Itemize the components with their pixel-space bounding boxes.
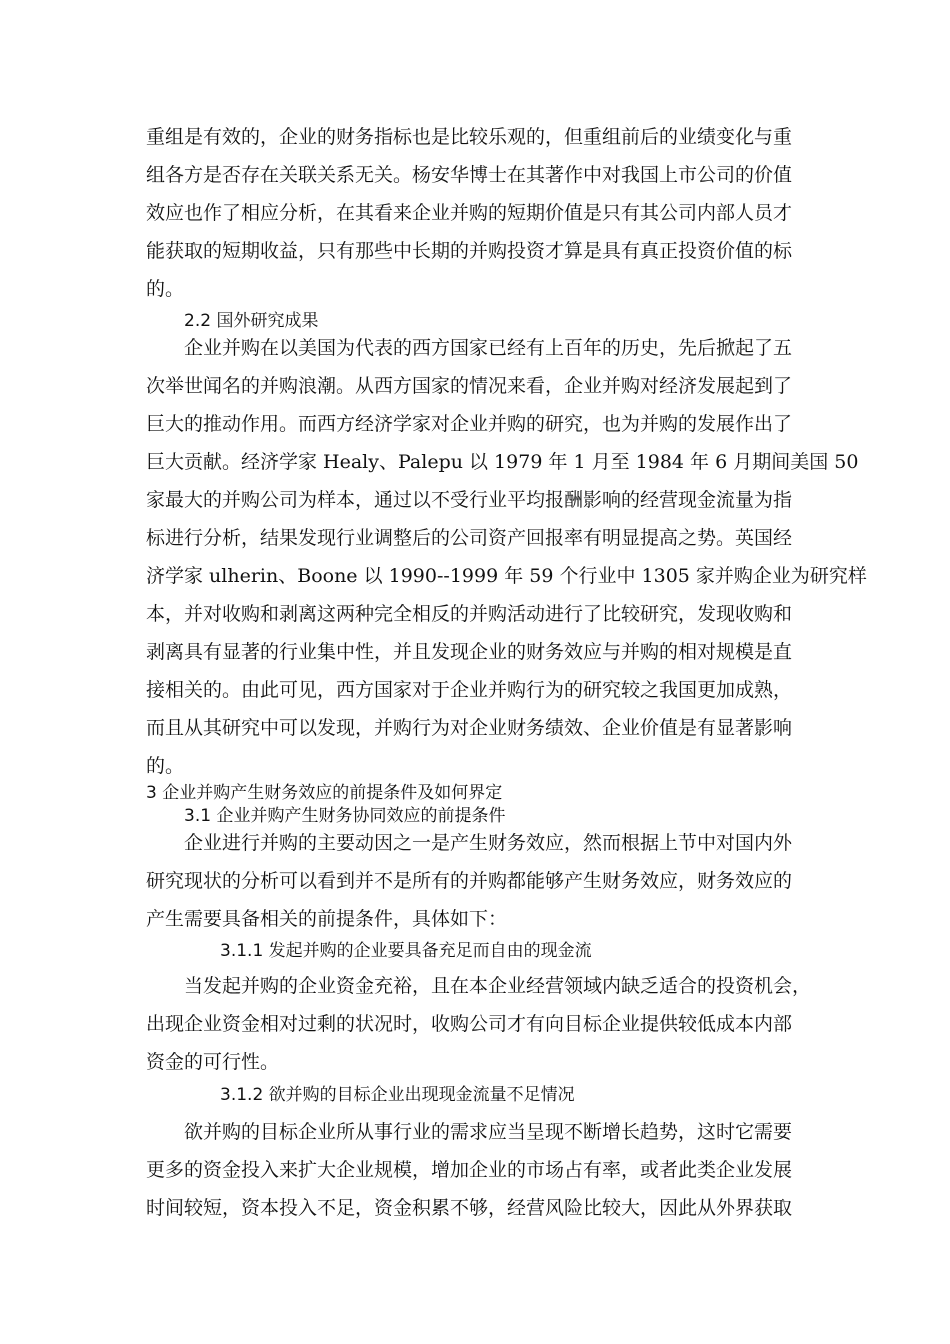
paragraph-line: 产生需要具备相关的前提条件，具体如下： [146, 908, 508, 930]
paragraph-line: 研究现状的分析可以看到并不是所有的并购都能够产生财务效应，财务效应的 [146, 870, 793, 892]
paragraph-line: 组各方是否存在关联关系无关。杨安华博士在其著作中对我国上市公司的价值 [146, 164, 793, 186]
paragraph-line: 当发起并购的企业资金充裕，且在本企业经营领域内缺乏适合的投资机会， [146, 975, 812, 997]
paragraph-line: 巨大贡献。经济学家 Healy、Palepu 以 1979 年 1 月至 1984 年 6 月期间美国 50 [146, 451, 859, 473]
paragraph-line: 剥离具有显著的行业集中性，并且发现企业的财务效应与并购的相对规模是直 [146, 641, 793, 663]
paragraph-line: 欲并购的目标企业所从事行业的需求应当呈现不断增长趋势，这时它需要 [146, 1121, 793, 1143]
paragraph-line: 重组是有效的，企业的财务指标也是比较乐观的，但重组前后的业绩变化与重 [146, 126, 793, 148]
section-heading-3-1-1: 3.1.1 发起并购的企业要具备充足而自由的现金流 [220, 941, 592, 961]
paragraph-line: 济学家 ulherin、Boone 以 1990--1999 年 59 个行业中 1305 家并购企业为研究样 [146, 565, 867, 587]
paragraph-line: 的。 [146, 278, 185, 300]
paragraph-line: 企业进行并购的主要动因之一是产生财务效应，然而根据上节中对国内外 [146, 832, 793, 854]
paragraph-line: 时间较短，资本投入不足，资金积累不够，经营风险比较大，因此从外界获取 [146, 1197, 793, 1219]
paragraph-line: 巨大的推动作用。而西方经济学家对企业并购的研究，也为并购的发展作出了 [146, 413, 793, 435]
section-heading-3-1: 3.1 企业并购产生财务协同效应的前提条件 [184, 806, 506, 826]
paragraph-line: 更多的资金投入来扩大企业规模，增加企业的市场占有率，或者此类企业发展 [146, 1159, 793, 1181]
section-heading-3-1-2: 3.1.2 欲并购的目标企业出现现金流量不足情况 [220, 1085, 575, 1105]
paragraph-line: 标进行分析，结果发现行业调整后的公司资产回报率有明显提高之势。英国经 [146, 527, 793, 549]
paragraph-line: 本，并对收购和剥离这两种完全相反的并购活动进行了比较研究，发现收购和 [146, 603, 793, 625]
paragraph-line: 企业并购在以美国为代表的西方国家已经有上百年的历史，先后掀起了五 [146, 337, 793, 359]
paragraph-line: 能获取的短期收益，只有那些中长期的并购投资才算是具有真正投资价值的标 [146, 240, 793, 262]
paragraph-line: 接相关的。由此可见，西方国家对于企业并购行为的研究较之我国更加成熟， [146, 679, 793, 701]
paragraph-line: 效应也作了相应分析，在其看来企业并购的短期价值是只有其公司内部人员才 [146, 202, 793, 224]
paragraph-line: 资金的可行性。 [146, 1051, 280, 1073]
section-heading-2-2: 2.2 国外研究成果 [184, 311, 319, 331]
paragraph-line: 出现企业资金相对过剩的状况时，收购公司才有向目标企业提供较低成本内部 [146, 1013, 793, 1035]
paragraph-line: 次举世闻名的并购浪潮。从西方国家的情况来看，企业并购对经济发展起到了 [146, 375, 793, 397]
paragraph-line: 的。 [146, 755, 185, 777]
paragraph-line: 而且从其研究中可以发现，并购行为对企业财务绩效、企业价值是有显著影响 [146, 717, 793, 739]
section-heading-3: 3 企业并购产生财务效应的前提条件及如何界定 [146, 783, 503, 803]
paragraph-line: 家最大的并购公司为样本，通过以不受行业平均报酬影响的经营现金流量为指 [146, 489, 793, 511]
